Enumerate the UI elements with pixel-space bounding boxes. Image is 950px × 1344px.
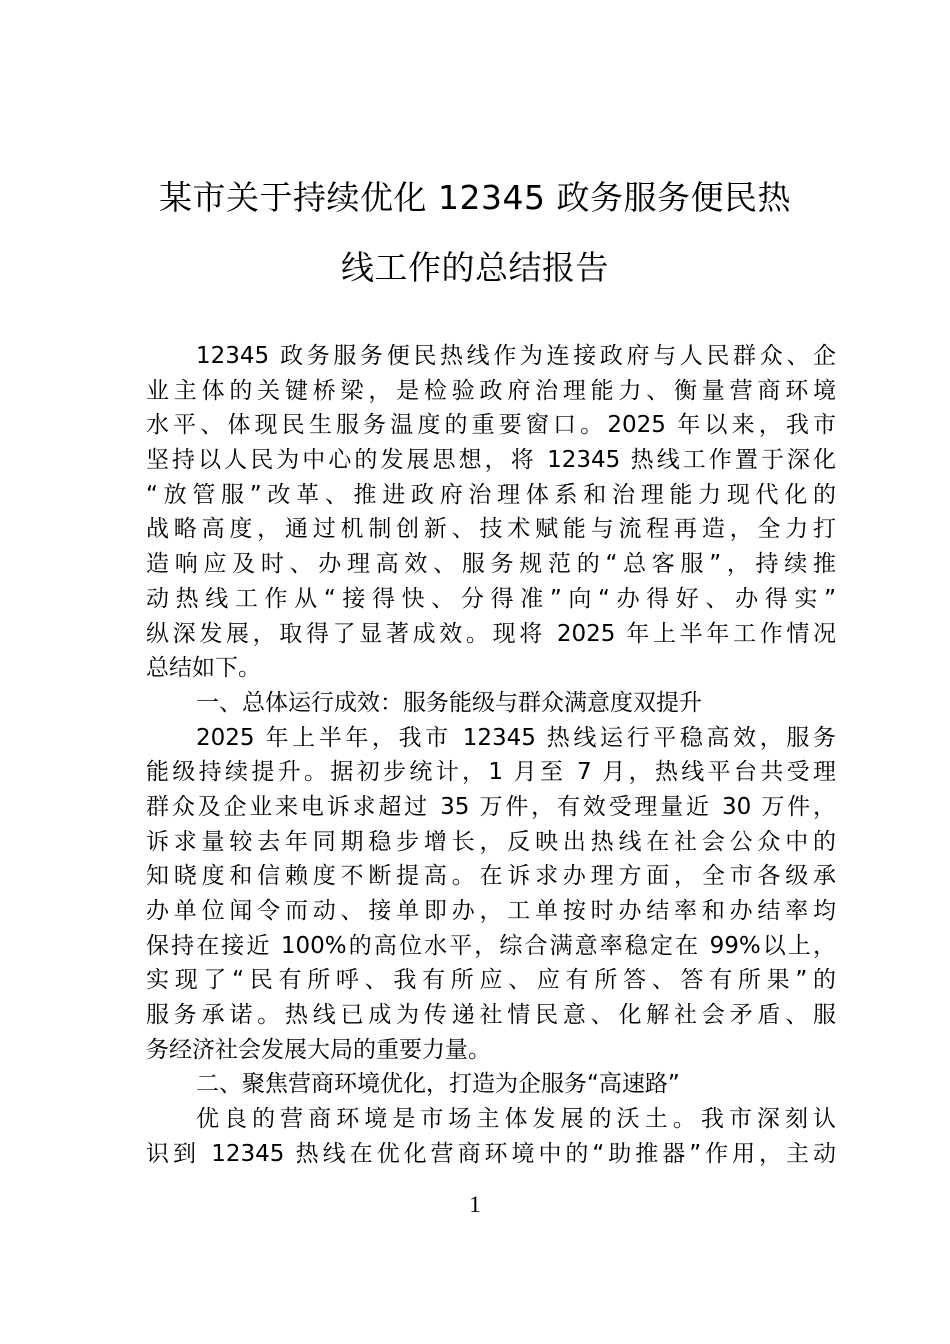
paragraph-line: 实现了“民有所呼、我有所应、应有所答、答有所果”的 [146,967,836,994]
paragraph-line: 能级持续提升。据初步统计，1 月至 7 月，热线平台共受理 [146,759,836,786]
section-heading-1: 一、总体运行成效：服务能级与群众满意度双提升 [196,689,702,716]
paragraph-line: 务经济社会发展大局的重要力量。 [146,1036,491,1063]
paragraph-line: 战略高度，通过机制创新、技术赋能与流程再造，全力打 [146,516,836,543]
paragraph-line: 造响应及时、办理高效、服务规范的“总客服”，持续推 [146,551,836,578]
paragraph-line: 服务承诺。热线已成为传递社情民意、化解社会矛盾、服 [146,1002,836,1029]
document-body [146,339,836,1172]
document-title-line-1: 某市关于持续优化 12345 政务服务便民热 [159,178,791,217]
paragraph-line: 办单位闻令而动、接单即办，工单按时办结率和办结率均 [146,898,836,924]
page-number: 1 [469,1192,481,1217]
paragraph-line: 12345 政务服务便民热线作为连接政府与人民群众、企 [196,343,836,369]
paragraph-line: 优良的营商环境是市场主体发展的沃土。我市深刻认 [196,1106,836,1133]
paragraph-line: 群众及企业来电诉求超过 35 万件，有效受理量近 30 万件， [146,793,836,820]
paragraph-line: 动热线工作从“接得快、分得准”向“办得好、办得实” [146,585,836,612]
paragraph-line: 总结如下。 [146,655,261,682]
section-heading-2: 二、聚焦营商环境优化，打造为企服务“高速路” [196,1071,680,1098]
document-title-line-2: 线工作的总结报告 [341,248,609,287]
paragraph-line: 坚持以人民为中心的发展思想，将 12345 热线工作置于深化 [146,447,836,474]
paragraph-line: 诉求量较去年同期稳步增长，反映出热线在社会公众中的 [146,828,836,855]
paragraph-line: 水平、体现民生服务温度的重要窗口。2025 年以来，我市 [146,412,836,439]
paragraph-line: 知晓度和信赖度不断提高。在诉求办理方面，全市各级承 [146,863,836,890]
paragraph-line: 2025 年上半年，我市 12345 热线运行平稳高效，服务 [196,724,836,751]
paragraph-line: 保持在接近 100%的高位水平，综合满意率稳定在 99%以上， [146,932,836,959]
paragraph-line: 纵深发展，取得了显著成效。现将 2025 年上半年工作情况 [146,620,836,647]
paragraph-line: 业主体的关键桥梁，是检验政府治理能力、衡量营商环境 [146,377,836,404]
paragraph-line: “放管服”改革、推进政府治理体系和治理能力现代化的 [146,481,836,508]
paragraph-line: 识到 12345 热线在优化营商环境中的“助推器”作用，主动 [146,1140,836,1167]
